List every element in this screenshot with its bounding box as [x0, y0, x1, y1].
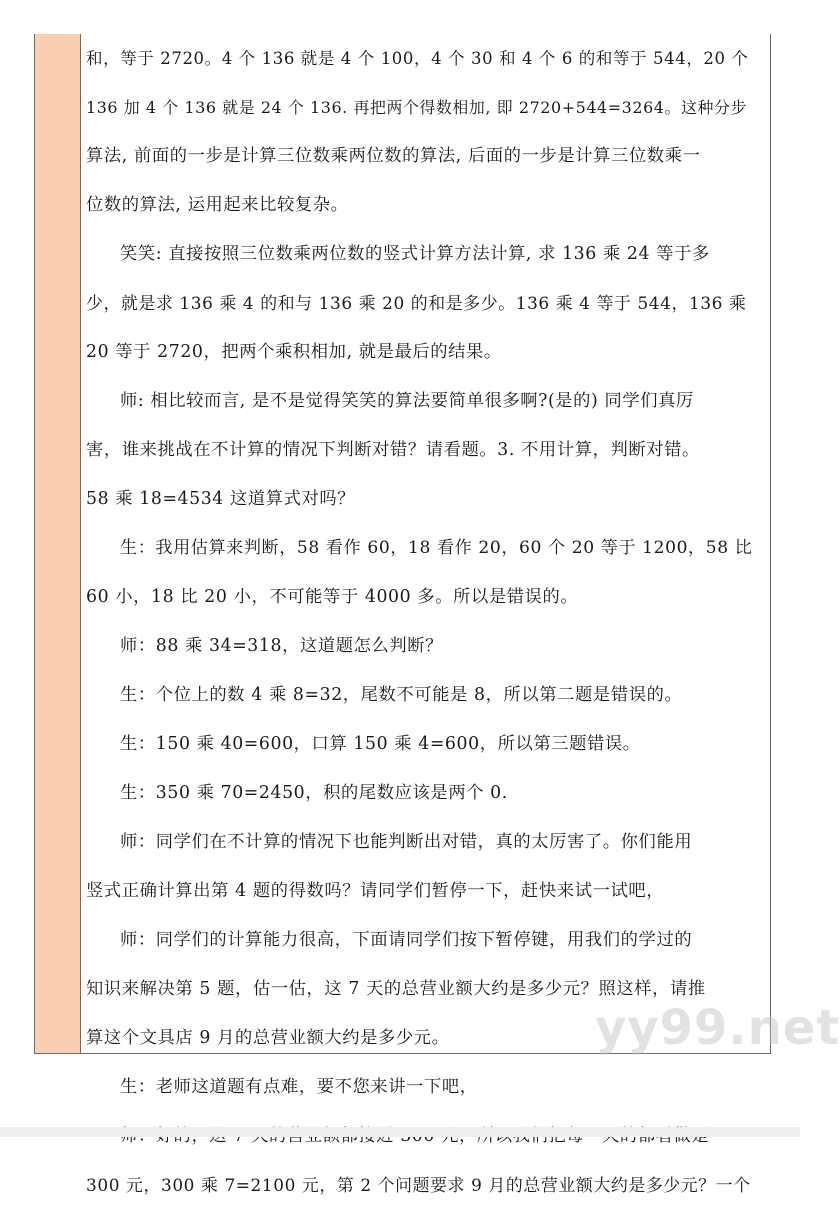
text-line: 师：同学们在不计算的情况下也能判断出对错，真的太厉害了。你们能用 [120, 832, 693, 852]
text-line: 生：老师这道题有点难，要不您来讲一下吧， [120, 1077, 478, 1097]
text-line: 58 乘 18=4534 这道算式对吗？ [86, 489, 356, 509]
page-bottom-strip [0, 1127, 800, 1137]
text-line: 害，谁来挑战在不计算的情况下判断对错？请看题。3. 不用计算，判断对错。 [86, 440, 700, 460]
text-line: 师：88 乘 34=318，这道题怎么判断？ [120, 636, 444, 656]
text-line: 生：350 乘 70=2450，积的尾数应该是两个 0. [120, 783, 508, 803]
text-line: 竖式正确计算出第 4 题的得数吗？请同学们暂停一下，赶快来试一试吧， [86, 881, 665, 901]
text-line: 笑笑: 直接按照三位数乘两位数的竖式计算方法计算, 求 136 乘 24 等于多 [120, 244, 710, 264]
watermark: yy99.net [595, 1000, 840, 1056]
text-line: 136 加 4 个 136 就是 24 个 136. 再把两个得数相加, 即 2720+544=3264。这种分步 [86, 98, 747, 117]
text-line: 知识来解决第 5 题，估一估，这 7 天的总营业额大约是多少元？照这样，请推 [86, 979, 706, 999]
text-line: 生：个位上的数 4 乘 8=32，尾数不可能是 8，所以第二题是错误的。 [120, 685, 683, 705]
text-line: 60 小，18 比 20 小，不可能等于 4000 多。所以是错误的。 [86, 587, 579, 607]
side-column-cell [35, 34, 81, 1053]
text-line: 生：我用估算来判断，58 看作 60，18 看作 20，60 个 20 等于 1200，58 比 [120, 538, 753, 558]
text-line: 20 等于 2720，把两个乘积相加, 就是最后的结果。 [86, 342, 502, 362]
text-line: 算这个文具店 9 月的总营业额大约是多少元。 [86, 1028, 450, 1048]
text-line: 生：150 乘 40=600，口算 150 乘 4=600，所以第三题错误。 [120, 734, 641, 754]
text-line: 算法, 前面的一步是计算三位数乘两位数的算法, 后面的一步是计算三位数乘一 [86, 146, 701, 166]
text-line: 师：同学们的计算能力很高，下面请同学们按下暂停键，用我们的学过的 [120, 930, 693, 950]
text-line: 300 元，300 乘 7=2100 元，第 2 个问题要求 9 月的总营业额大约是多少元？一个 [86, 1175, 751, 1195]
text-line: 和，等于 2720。4 个 136 就是 4 个 100，4 个 30 和 4 个 6 的和等于 544，20 个 [86, 49, 749, 68]
text-line: 位数的算法, 运用起来比较复杂。 [86, 195, 349, 215]
text-line: 师: 相比较而言, 是不是觉得笑笑的算法要简单很多啊?(是的) 同学们真厉 [120, 391, 694, 411]
text-line: 少，就是求 136 乘 4 的和与 136 乘 20 的和是多少。136 乘 4 等于 544，136 乘 [86, 293, 747, 313]
